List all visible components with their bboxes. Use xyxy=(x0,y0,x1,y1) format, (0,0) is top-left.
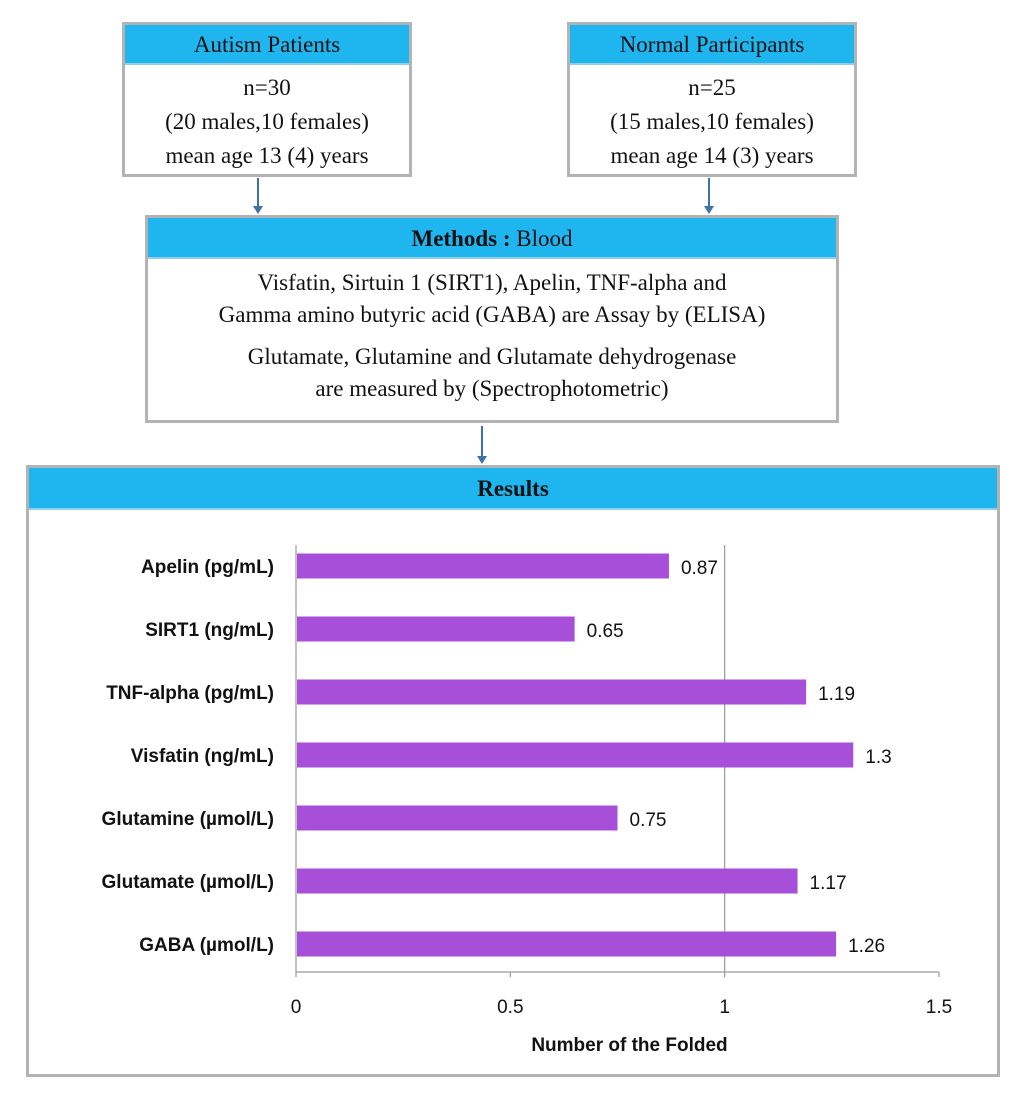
category-label: Visfatin (ng/mL) xyxy=(130,746,274,767)
normal-n: n=25 xyxy=(688,75,736,100)
autism-sex: (20 males,10 females) xyxy=(165,109,369,134)
data-label: 0.65 xyxy=(586,621,624,642)
normal-participants-title: Normal Participants xyxy=(570,25,854,65)
category-label: Glutamine (µmol/L) xyxy=(101,809,274,830)
methods-para2-line1: Glutamate, Glutamine and Glutamate dehydrogenase xyxy=(247,344,737,369)
autism-age: mean age 13 (4) years xyxy=(165,143,369,168)
methods-title-bold: Methods : xyxy=(411,226,511,251)
x-tick-label: 1.5 xyxy=(925,997,953,1018)
methods-para1-line1: Visfatin, Sirtuin 1 (SIRT1), Apelin, TNF-alpha and xyxy=(257,270,727,295)
arrow-down-icon xyxy=(476,426,488,464)
autism-patients-box xyxy=(122,22,412,177)
methods-title xyxy=(148,218,836,259)
autism-patients-title: Autism Patients xyxy=(125,25,409,65)
methods-para1-line2: Gamma amino butyric acid (GABA) are Assay by (ELISA) xyxy=(218,302,766,327)
arrow-down-icon xyxy=(252,178,264,214)
data-label: 0.75 xyxy=(629,810,667,831)
category-label: SIRT1 (ng/mL) xyxy=(145,620,274,641)
methods-details xyxy=(148,259,836,405)
autism-patients-details xyxy=(125,65,409,173)
normal-participants-details xyxy=(570,65,854,173)
x-axis-title: Number of the Folded xyxy=(531,1035,728,1056)
category-label: Apelin (pg/mL) xyxy=(141,557,274,578)
bar xyxy=(297,743,853,768)
x-tick-label: 1 xyxy=(719,997,730,1018)
normal-age: mean age 14 (3) years xyxy=(610,143,814,168)
data-label: 0.87 xyxy=(680,558,718,579)
arrow-down-icon xyxy=(703,178,715,214)
category-label: TNF-alpha (pg/mL) xyxy=(106,683,274,704)
normal-participants-box xyxy=(567,22,857,177)
bar xyxy=(297,869,798,894)
x-tick-label: 0 xyxy=(290,997,302,1018)
bar xyxy=(297,932,836,957)
bar xyxy=(297,617,575,642)
x-tick-label: 0.5 xyxy=(497,997,524,1018)
results-bar-chart xyxy=(29,510,997,1074)
bar xyxy=(297,806,618,831)
methods-para2-line2: are measured by (Spectrophotometric) xyxy=(315,376,669,401)
category-label: Glutamate (µmol/L) xyxy=(101,872,274,893)
results-box xyxy=(26,465,1000,1077)
bar xyxy=(297,554,669,579)
methods-box xyxy=(145,215,839,423)
autism-n: n=30 xyxy=(243,75,291,100)
data-label: 1.3 xyxy=(865,747,892,768)
data-label: 1.17 xyxy=(809,873,847,894)
normal-sex: (15 males,10 females) xyxy=(610,109,814,134)
data-label: 1.26 xyxy=(848,936,886,957)
results-title: Results xyxy=(29,468,997,510)
methods-title-rest: Blood xyxy=(510,226,573,251)
category-label: GABA (µmol/L) xyxy=(139,935,274,956)
bar xyxy=(297,680,806,705)
data-label: 1.19 xyxy=(818,684,856,705)
